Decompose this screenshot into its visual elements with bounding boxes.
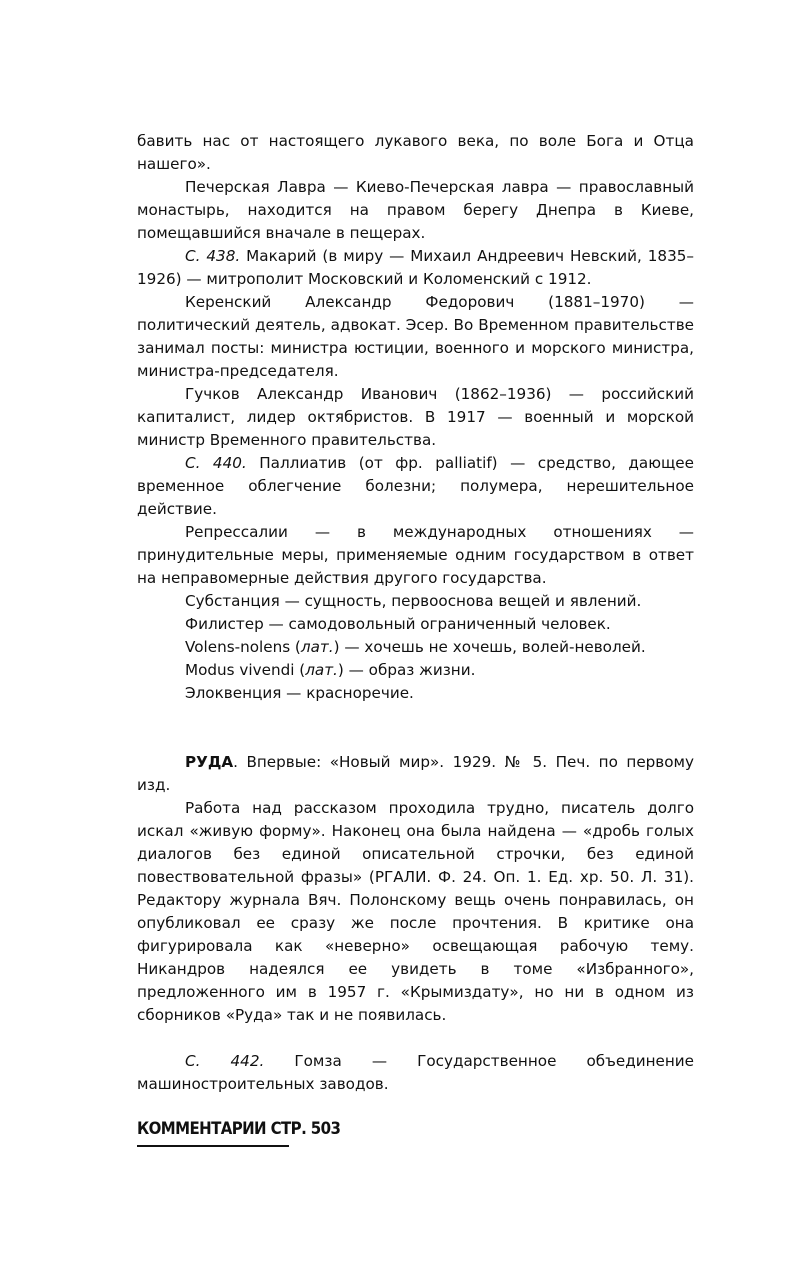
paragraph-text: . Впервые: «Новый мир». 1929. № 5. Печ. по первому изд.	[137, 753, 694, 794]
paragraph-text: Макарий (в миру — Михаил Андреевич Невский, 1835–1926) — митрополит Московский и Коломенский с 1912.	[137, 247, 694, 288]
paragraph: Керенский Александр Федорович (1881–1970) — политический деятель, адвокат. Эсер. Во Временном правительстве занимал посты: министра юстиции, военного и морского министра, министра-председателя.	[137, 293, 694, 380]
page-footer: КОММЕНТАРИИ СТР. 503	[137, 1118, 341, 1139]
paragraph-text: Паллиатив (от фр. palliatif) — средство, дающее временное облегчение болезни; полумера, нерешительное действие.	[137, 454, 694, 518]
paragraph: Филистер — самодовольный ограниченный человек.	[185, 615, 611, 633]
paragraph-text: Гомза — Государственное объединение машиностроительных заводов.	[137, 1052, 694, 1093]
paragraph: Печерская Лавра — Киево-Печерская лавра — православный монастырь, находится на правом берегу Днепра в Киеве, помещавшийся вначале в пещерах.	[137, 178, 694, 242]
paragraph	[137, 1050, 694, 1096]
paragraph-text: ) — хочешь не хочешь, волей-неволей.	[333, 638, 646, 656]
paragraph-text: Modus vivendi (	[185, 661, 306, 679]
section-title: РУДА	[185, 753, 234, 771]
paragraph: Гучков Александр Иванович (1862–1936) — российский капиталист, лидер октябристов. В 1917 — военный и морской министр Временного правительства.	[137, 385, 694, 449]
page-body	[137, 130, 694, 1096]
paragraph-text: Volens-nolens (	[185, 638, 301, 656]
paragraph: Субстанция — сущность, первооснова вещей и явлений.	[185, 592, 642, 610]
page-reference: С. 442.	[185, 1052, 265, 1070]
paragraph-text: ) — образ жизни.	[337, 661, 476, 679]
paragraph	[137, 452, 694, 521]
language-tag: лат.	[305, 661, 338, 679]
page-reference: С. 438.	[185, 247, 241, 265]
footer-divider	[137, 1145, 289, 1147]
page-reference: С. 440.	[185, 454, 247, 472]
paragraph: бавить нас от настоящего лукавого века, по воле Бога и Отца нашего».	[137, 132, 694, 173]
paragraph	[137, 636, 694, 659]
paragraph	[137, 659, 694, 682]
paragraph: Репрессалии — в международных отношениях — принудительные меры, применяемые одним государством в ответ на неправомерные действия другого государства.	[137, 523, 694, 587]
paragraph	[137, 245, 694, 291]
paragraph: Элоквенция — красноречие.	[185, 684, 414, 702]
paragraph	[137, 751, 694, 797]
paragraph: Работа над рассказом проходила трудно, писатель долго искал «живую форму». Наконец она была найдена — «дробь голых диалогов без единой описательной строчки, без единой повествовательной фразы» (РГАЛИ. Ф. 24. Оп. 1. Ед. хр. 50. Л. 31). Редактору журнала Вяч. Полонскому вещь очень понравилась, он опубликовал ее сразу же после прочтения. В критике она фигурировала как «неверно» освещающая рабочую тему. Никандров надеялся ее увидеть в томе «Избранного», предложенного им в 1957 г. «Крымиздату», но ни в одном из сборников «Руда» так и не появилась.	[137, 799, 694, 1024]
language-tag: лат.	[300, 638, 334, 656]
